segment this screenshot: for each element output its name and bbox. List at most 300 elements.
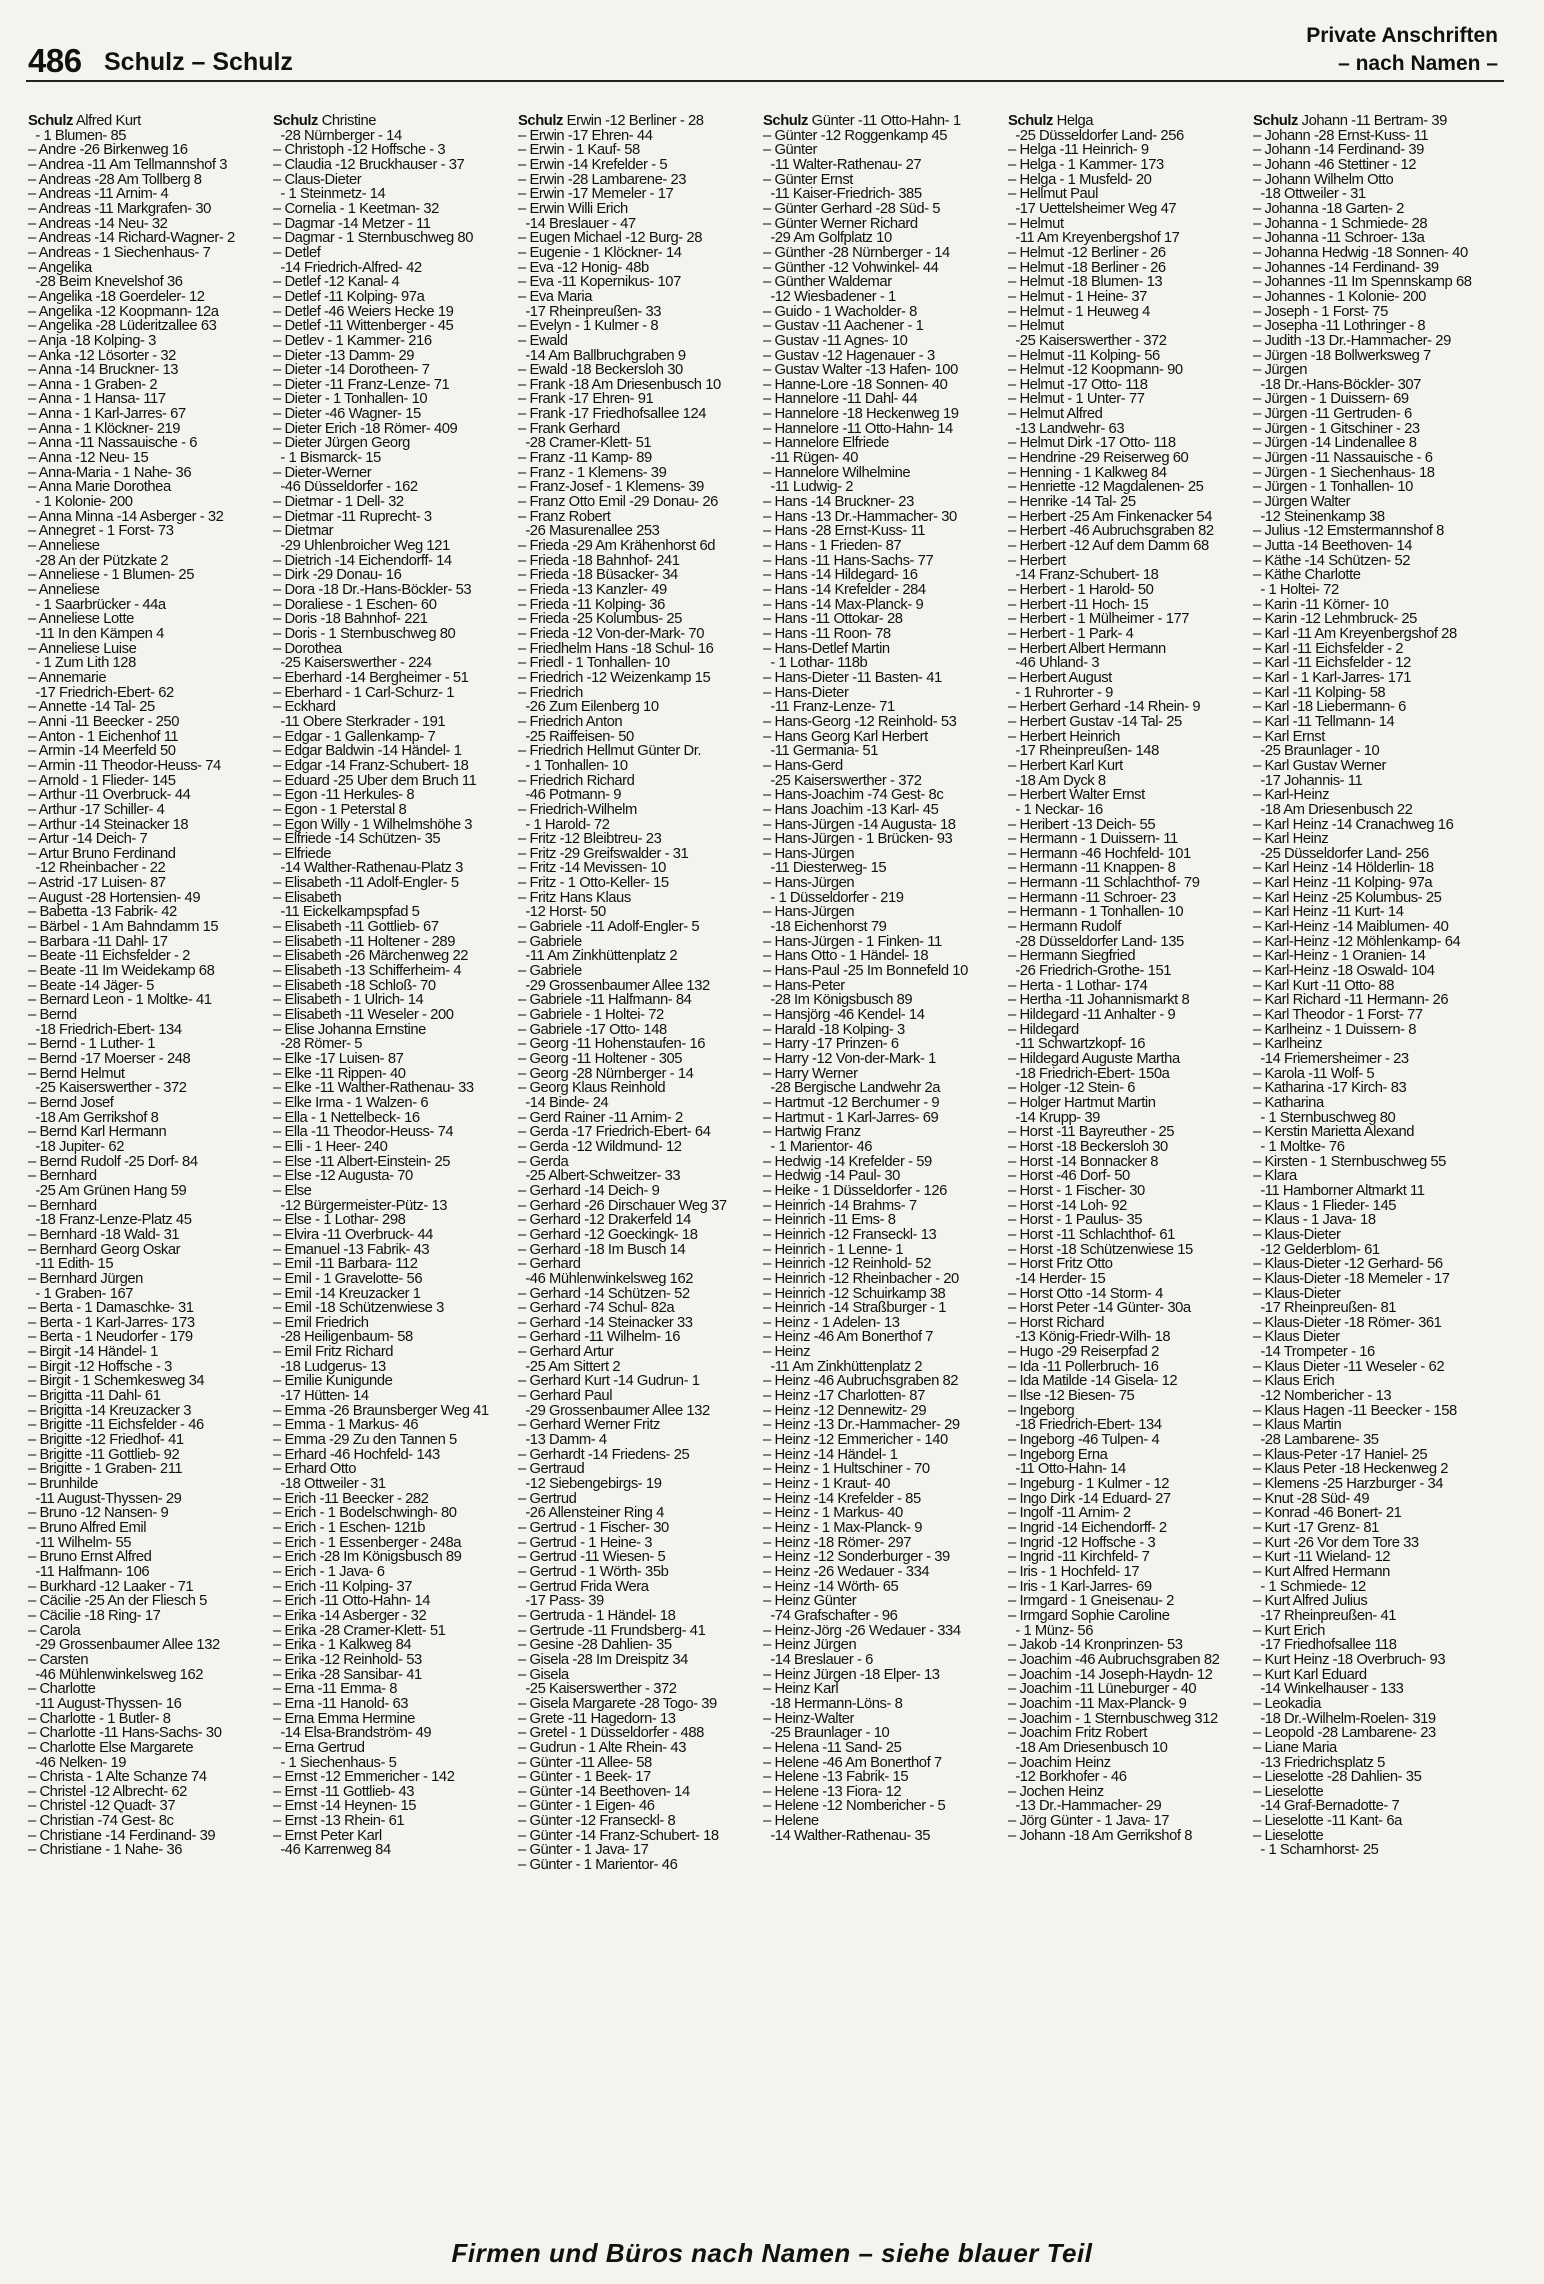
directory-entry: – Eduard -25 Über dem Bruch 11 <box>273 773 477 789</box>
directory-entry: – Ernst Peter Karl <box>273 1828 382 1844</box>
directory-entry: -74 Grafschafter - 96 <box>763 1608 898 1624</box>
directory-entry: – Liane Maria <box>1253 1740 1337 1756</box>
directory-entry: – Heinz -46 Aubruchsgraben 82 <box>763 1374 959 1390</box>
directory-entry: – Detlef -11 Wittenberger - 45 <box>273 319 454 334</box>
directory-entry: – Irmgard - 1 Gneisenau- 2 <box>1008 1594 1174 1609</box>
directory-entry: - 1 Siechenhaus- 5 <box>273 1755 397 1771</box>
directory-entry: -12 Siebengebirgs- 19 <box>518 1477 662 1492</box>
directory-entry: – Brigitta -11 Dahl- 61 <box>28 1389 161 1404</box>
directory-entry: – Fritz -29 Greifswalder - 31 <box>518 846 689 862</box>
directory-entry: – Anna -12 Neu- 15 <box>28 451 149 466</box>
directory-entry: – Detlev - 1 Kammer- 216 <box>273 333 432 349</box>
directory-entry: – Frieda -12 Von-der-Mark- 70 <box>518 626 704 642</box>
directory-entry: – Frieda -18 Bahnhof- 241 <box>518 553 680 569</box>
directory-entry: – Gerhard Kurt -14 Gudrun- 1 <box>518 1374 700 1390</box>
directory-entry: -12 Gelderblom- 61 <box>1253 1242 1380 1258</box>
directory-entry: -11 Halfmann- 106 <box>28 1564 150 1580</box>
directory-entry: -18 Ludgerus- 13 <box>273 1359 386 1375</box>
directory-entry: - 1 Zum Lith 128 <box>28 656 136 671</box>
directory-entry: -29 Am Golfplatz 10 <box>763 231 892 246</box>
directory-entry: – Doris - 1 Sternbuschweg 80 <box>273 626 456 642</box>
directory-entry: – Helmut - 1 Heuweg 4 <box>1008 304 1150 320</box>
directory-entry: – Klaus-Dieter -12 Gerhard- 56 <box>1253 1257 1443 1272</box>
directory-entry: – Heinz -46 Am Bonerthof 7 <box>763 1330 934 1346</box>
directory-entry: – Emil -14 Kreuzacker 1 <box>273 1286 421 1302</box>
directory-entry: – Gisela <box>518 1667 569 1683</box>
directory-entry: – Bernard Leon - 1 Moltke- 41 <box>28 993 212 1009</box>
directory-entry: – Ingrid -12 Hoffsche - 3 <box>1008 1535 1156 1551</box>
directory-entry: – Anja -18 Kolping- 3 <box>28 333 156 349</box>
directory-entry: – Heinz Karl <box>763 1682 839 1697</box>
directory-entry: – Christian -74 Gest- 8c <box>28 1814 174 1829</box>
directory-entry: -12 Wiesbadener - 1 <box>763 289 896 305</box>
directory-entry: – Kurt Alfred Julius <box>1253 1594 1368 1609</box>
directory-entry: -17 Johannis- 11 <box>1253 773 1363 789</box>
directory-entry-first <box>273 114 517 129</box>
directory-entry: – Elisabeth -13 Schifferheim- 4 <box>273 964 462 979</box>
directory-entry: – Heinrich -14 Brahms- 7 <box>763 1198 917 1214</box>
directory-entry: – Karl Heinz -11 Kurt- 14 <box>1253 905 1404 921</box>
directory-entry: – Gisela -28 Im Dreispitz 34 <box>518 1652 688 1668</box>
directory-entry: – Johanna -11 Schroer- 13a <box>1253 231 1425 246</box>
directory-entry: – Helmut -11 Kolping- 56 <box>1008 348 1160 364</box>
directory-entry: – Hannelore Elfriede <box>763 436 889 452</box>
directory-entry: – Dieter -13 Damm- 29 <box>273 348 415 364</box>
directory-entry: – Hellmut Paul <box>1008 187 1098 202</box>
directory-entry: – Andrea -11 Am Tellmannshof 3 <box>28 157 227 173</box>
directory-entry: -11 Ludwig- 2 <box>763 480 854 496</box>
directory-entry: – Herbert -11 Hoch- 15 <box>1008 597 1149 613</box>
directory-entry: – Elisabeth -11 Weseler - 200 <box>273 1008 454 1023</box>
directory-entry: – Georg -28 Nürnberger - 14 <box>518 1066 694 1082</box>
directory-column-3 <box>518 114 762 2254</box>
directory-entry: -13 Friedrichsplatz 5 <box>1253 1755 1385 1771</box>
directory-entry: – Karl-Heinz -12 Möhlenkamp- 64 <box>1253 934 1461 950</box>
directory-entry: – Herbert - 1 Mülheimer - 177 <box>1008 612 1190 627</box>
directory-entry: – Helena -11 Sand- 25 <box>763 1740 902 1756</box>
directory-entry: – Karl -11 Kolping- 58 <box>1253 685 1386 701</box>
directory-entry: – Jürgen Walter <box>1253 495 1351 510</box>
directory-entry: – Dietrich -14 Eichendorff- 14 <box>273 553 452 569</box>
directory-entry: – Erika -14 Asberger - 32 <box>273 1608 427 1624</box>
directory-entry: -13 Damm- 4 <box>518 1433 607 1448</box>
directory-entry: – Grete -11 Hagedorn- 13 <box>518 1711 676 1727</box>
directory-entry: – Bruno Ernst Alfred <box>28 1550 152 1565</box>
directory-entry-first <box>518 114 762 129</box>
directory-entry: – Herbert Walter Ernst <box>1008 788 1145 803</box>
directory-entry: - 1 Sternbuschweg 80 <box>1253 1110 1396 1126</box>
directory-entry: – Horst - 1 Fischer- 30 <box>1008 1183 1145 1199</box>
directory-entry: – Hans-Jürgen <box>763 846 855 862</box>
directory-entry: -17 Pass- 39 <box>518 1594 604 1609</box>
directory-entry: – Gudrun - 1 Alte Rhein- 43 <box>518 1740 686 1756</box>
directory-entry: – Heinz -17 Charlotten- 87 <box>763 1389 925 1404</box>
directory-entry: – Angelika -28 Lüderitzallee 63 <box>28 319 217 334</box>
directory-entry: – Hannelore Wilhelmine <box>763 465 911 481</box>
directory-entry: -18 Friedrich-Ebert- 134 <box>28 1022 182 1038</box>
directory-entry: – Bärbel - 1 Am Bahndamm 15 <box>28 920 219 935</box>
directory-entry: – Gertrud - 1 Wörth- 35b <box>518 1564 669 1580</box>
directory-entry: – Frank -17 Friedhofsallee 124 <box>518 407 707 422</box>
directory-entry: – Hans Joachim -13 Karl- 45 <box>763 802 939 818</box>
directory-entry: – Günter -14 Franz-Schubert- 18 <box>518 1828 719 1844</box>
directory-entry: -28 Heiligenbaum- 58 <box>273 1330 413 1346</box>
directory-entry: -17 Rheinpreußen- 41 <box>1253 1608 1397 1624</box>
directory-entry: – Heinz-Jörg -26 Wedauer - 334 <box>763 1623 961 1639</box>
directory-entry: – Emil -11 Barbara- 112 <box>273 1257 418 1272</box>
directory-entry: – Karl Heinz -14 Hölderlin- 18 <box>1253 861 1434 877</box>
directory-entry: – Berta - 1 Damaschke- 31 <box>28 1301 194 1316</box>
directory-entry: – Hermann -11 Schroer- 23 <box>1008 890 1176 906</box>
directory-entry: – Johannes -11 Im Spennskamp 68 <box>1253 275 1472 290</box>
directory-entry: – Ingeborg <box>1008 1403 1075 1419</box>
directory-entry: – Emil Friedrich <box>273 1315 369 1331</box>
directory-entry: – Lieselotte <box>1253 1828 1324 1844</box>
directory-entry: – Anna-Maria - 1 Nahe- 36 <box>28 465 192 481</box>
directory-entry: – Hans -14 Hildegard- 16 <box>763 568 918 583</box>
directory-entry: – Edgar Baldwin -14 Händel- 1 <box>273 744 462 759</box>
directory-entry: – Karl Theodor - 1 Forst- 77 <box>1253 1008 1423 1023</box>
directory-entry: -18 Jupiter- 62 <box>28 1139 124 1155</box>
directory-entry: – Berta - 1 Neudorfer - 179 <box>28 1330 193 1346</box>
directory-entry: – Beate -11 Im Weidekamp 68 <box>28 964 215 979</box>
directory-entry: – Ewald -18 Beckersloh 30 <box>518 363 683 378</box>
directory-entry: -11 Obere Sterkrader - 191 <box>273 714 446 730</box>
directory-entry: – Leopold -28 Lambarene- 23 <box>1253 1726 1436 1741</box>
given-name: Johann -11 Bertram- 39 <box>1301 114 1447 129</box>
directory-entry: – Kirsten - 1 Sternbuschweg 55 <box>1253 1154 1446 1170</box>
directory-entry: – Frieda -29 Am Krähenhorst 6d <box>518 539 716 554</box>
directory-entry: – Johann -28 Ernst-Kuss- 11 <box>1253 128 1429 144</box>
directory-entry: – Elise Johanna Ernstine <box>273 1022 426 1038</box>
directory-entry: -29 Grossenbaumer Allee 132 <box>518 978 710 994</box>
directory-entry: – Jörg Günter - 1 Java- 17 <box>1008 1814 1170 1829</box>
directory-entry: – Elfriede <box>273 846 332 862</box>
directory-entry: – Karin -12 Lehmbruck- 25 <box>1253 612 1417 627</box>
directory-entry: -11 Am Kreyenbergshof 17 <box>1008 231 1180 246</box>
directory-entry: – Gertruda - 1 Händel- 18 <box>518 1608 676 1624</box>
directory-entry: – Ida Matilde -14 Gisela- 12 <box>1008 1374 1178 1390</box>
directory-entry: – Heinz -13 Dr.-Hammacher- 29 <box>763 1418 960 1434</box>
directory-entry: -11 Franz-Lenze- 71 <box>763 700 895 715</box>
directory-entry: – Artur -14 Deich- 7 <box>28 832 148 847</box>
directory-entry: – Hannelore -18 Heckenweg 19 <box>763 407 959 422</box>
directory-entry: – Elisabeth -18 Schloß- 70 <box>273 978 436 994</box>
directory-entry: – Heinz - 1 Kraut- 40 <box>763 1477 891 1492</box>
directory-entry: – Joachim -14 Joseph-Haydn- 12 <box>1008 1667 1213 1683</box>
directory-entry: – Horst -18 Beckersloh 30 <box>1008 1139 1168 1155</box>
directory-entry: -28 An der Pützkate 2 <box>28 553 169 569</box>
directory-entry: -46 Uhland- 3 <box>1008 656 1100 671</box>
directory-entry: – Charlotte -11 Hans-Sachs- 30 <box>28 1726 222 1741</box>
directory-entry: – Hildegard -11 Anhalter - 9 <box>1008 1008 1176 1023</box>
directory-entry: – Gerhard -11 Wilhelm- 16 <box>518 1330 680 1346</box>
directory-entry: -11 In den Kämpen 4 <box>28 626 164 642</box>
directory-entry: – Emma -26 Braunsberger Weg 41 <box>273 1403 489 1419</box>
directory-entry: – Joachim - 1 Sternbuschweg 312 <box>1008 1711 1218 1727</box>
directory-entry: - 1 Düsseldorfer - 219 <box>763 890 904 906</box>
directory-entry: – Bernhard Jürgen <box>28 1271 143 1287</box>
directory-entry: – Erhard -46 Hochfeld- 143 <box>273 1447 440 1463</box>
directory-entry: – Gustav -12 Hagenauer - 3 <box>763 348 935 364</box>
directory-entry: -14 Krupp- 39 <box>1008 1110 1100 1126</box>
directory-entry: – Friedrich Hellmut Günter Dr. <box>518 744 702 759</box>
directory-entry: – Christel -12 Albrecht- 62 <box>28 1784 187 1800</box>
directory-entry: - 1 Kolonie- 200 <box>28 495 133 510</box>
directory-entry: – Katharina <box>1253 1095 1324 1111</box>
directory-entry: – Brigitta -14 Kreuzacker 3 <box>28 1403 192 1419</box>
directory-entry: – Edgar -14 Franz-Schubert- 18 <box>273 758 469 774</box>
section-heading-line2: – nach Namen – <box>1338 52 1498 75</box>
directory-entry: – Gertrud <box>518 1491 577 1507</box>
directory-entry: – Günter Ernst <box>763 172 853 188</box>
directory-entry: -12 Steinenkamp 38 <box>1253 509 1385 525</box>
directory-entry: – Kurt Heinz -18 Overbruch- 93 <box>1253 1652 1446 1668</box>
directory-entry: - 1 Scharnhorst- 25 <box>1253 1843 1379 1859</box>
directory-entry: – Gerhard -26 Dirschauer Weg 37 <box>518 1198 727 1214</box>
directory-entry: – Detlef -12 Kanal- 4 <box>273 275 400 290</box>
directory-entry: – Hans-Gerd <box>763 758 843 774</box>
directory-entry: – Andreas -11 Arnim- 4 <box>28 187 169 202</box>
directory-entry: – Eberhard - 1 Carl-Schurz- 1 <box>273 685 455 701</box>
directory-entry: -17 Uettelsheimer Weg 47 <box>1008 201 1177 217</box>
directory-entry: – Harry Werner <box>763 1066 858 1082</box>
directory-entry: – Hermann - 1 Tonhallen- 10 <box>1008 905 1184 921</box>
directory-entry: – Eberhard -14 Bergheimer - 51 <box>273 670 469 686</box>
directory-entry: – Gertraud <box>518 1462 585 1478</box>
directory-entry: – Detlef -46 Weiers Hecke 19 <box>273 304 454 320</box>
directory-entry: – Burkhard -12 Laaker - 71 <box>28 1579 194 1595</box>
directory-entry: -14 Elsa-Brandström- 49 <box>273 1726 432 1741</box>
directory-entry: – Gertrud Frida Wera <box>518 1579 649 1595</box>
directory-entry: – Klaus-Dieter -18 Memeler - 17 <box>1253 1271 1450 1287</box>
directory-entry: – Elisabeth -26 Märchenweg 22 <box>273 949 469 965</box>
directory-entry: -25 Braunlager - 10 <box>763 1726 890 1741</box>
directory-entry: – Joachim Heinz <box>1008 1755 1111 1771</box>
directory-entry: – Friedrich Anton <box>518 714 623 730</box>
directory-entry: – Karola -11 Wolf- 5 <box>1253 1066 1375 1082</box>
directory-entry: – Horst Peter -14 Günter- 30a <box>1008 1301 1191 1316</box>
directory-entry: – Joachim -46 Aubruchsgraben 82 <box>1008 1652 1220 1668</box>
given-name: Helga <box>1056 114 1094 129</box>
directory-entry: – Carsten <box>28 1652 89 1668</box>
directory-entry: – Klemens -25 Harzburger - 34 <box>1253 1477 1444 1492</box>
directory-entry: – Günther -12 Vohwinkel- 44 <box>763 260 939 276</box>
directory-entry: – Cäcilie -25 An der Fliesch 5 <box>28 1594 207 1609</box>
directory-entry: – Friedrich -12 Weizenkamp 15 <box>518 670 711 686</box>
directory-entry: -14 Graf-Bernadotte- 7 <box>1253 1799 1400 1815</box>
directory-entry: – Frank -17 Ehren- 91 <box>518 392 654 408</box>
directory-entry: – Fritz -14 Mevissen- 10 <box>518 861 666 877</box>
directory-entry: – Elisabeth -11 Adolf-Engler- 5 <box>273 876 459 891</box>
directory-entry: – Frieda -25 Kolumbus- 25 <box>518 612 682 627</box>
directory-entry: – Bernhard -18 Wald- 31 <box>28 1227 180 1243</box>
directory-entry: – Klaus Martin <box>1253 1418 1342 1434</box>
directory-entry: -17 Rheinpreußen- 33 <box>518 304 662 320</box>
directory-entry: – Claudia -12 Bruckhauser - 37 <box>273 157 465 173</box>
directory-entry: – Erika -28 Cramer-Klett- 51 <box>273 1623 446 1639</box>
directory-entry: -14 Herder- 15 <box>1008 1271 1106 1287</box>
given-name: Christine <box>321 114 377 129</box>
directory-entry: – Horst -14 Bonnacker 8 <box>1008 1154 1159 1170</box>
directory-entry: – Dieter -46 Wagner- 15 <box>273 407 421 422</box>
directory-entry: -46 Karrenweg 84 <box>273 1843 391 1859</box>
surname-label: Schulz <box>763 114 808 129</box>
directory-entry: – Fritz -12 Bleibtreu- 23 <box>518 832 662 847</box>
directory-entry: – Ernst -13 Rhein- 61 <box>273 1814 405 1829</box>
directory-entry: – Herbert -12 Auf dem Damm 68 <box>1008 539 1209 554</box>
directory-entry: – Bernd <box>28 1008 77 1023</box>
directory-entry: – Kerstin Marietta Alexand <box>1253 1125 1415 1140</box>
directory-entry: – Gertrude -11 Frundsberg- 41 <box>518 1623 706 1639</box>
directory-entry: – Hannelore -11 Dahl- 44 <box>763 392 918 408</box>
directory-entry: – Edgar - 1 Gallenkamp- 7 <box>273 729 436 745</box>
directory-entry: – Brigitte -11 Eichsfelder - 46 <box>28 1418 204 1434</box>
directory-entry: – Artur Bruno Ferdinand <box>28 846 176 862</box>
directory-entry: – Karl Heinz -11 Kolping- 97a <box>1253 876 1433 891</box>
directory-entry: -46 Mühlenwinkelsweg 162 <box>28 1667 204 1683</box>
directory-entry: – Karl - 1 Karl-Jarres- 171 <box>1253 670 1412 686</box>
given-name: Günter -11 Otto-Hahn- 1 <box>811 114 961 129</box>
directory-entry: – Hans-Jürgen - 1 Brücken- 93 <box>763 832 953 847</box>
directory-entry: – Anni -11 Beecker - 250 <box>28 714 179 730</box>
directory-entry: – Anna -11 Nassauische - 6 <box>28 436 197 452</box>
directory-entry: – Eckhard <box>273 700 336 715</box>
directory-entry: – Hedwig -14 Krefelder - 59 <box>763 1154 932 1170</box>
directory-entry: – Johanna - 1 Schmiede- 28 <box>1253 216 1428 232</box>
directory-entry: – Frieda -13 Kanzler- 49 <box>518 583 667 598</box>
directory-entry: – Christa - 1 Alte Schanze 74 <box>28 1770 207 1785</box>
directory-entry: – Helmut -18 Blumen- 13 <box>1008 275 1163 290</box>
directory-entry: – Elisabeth -11 Holtener - 289 <box>273 934 455 950</box>
directory-entry: – Dagmar -14 Metzer - 11 <box>273 216 431 232</box>
directory-entry: – Helmut -18 Berliner - 26 <box>1008 260 1166 276</box>
surname-label: Schulz <box>1253 114 1298 129</box>
directory-entry: – Heike - 1 Düsseldorfer - 126 <box>763 1183 947 1199</box>
directory-entry: – Hildegard Auguste Martha <box>1008 1052 1180 1067</box>
directory-entry: – Bernd Karl Hermann <box>28 1125 167 1140</box>
directory-entry: – Heinrich - 1 Lenne- 1 <box>763 1242 904 1258</box>
directory-entry: – Erwin -28 Lambarene- 23 <box>518 172 687 188</box>
directory-entry: – Karl -18 Liebermann- 6 <box>1253 700 1406 715</box>
directory-entry: – Heinrich -12 Reinhold- 52 <box>763 1257 931 1272</box>
directory-entry: – Bernhard Georg Oskar <box>28 1242 181 1258</box>
directory-entry: – Heinrich -11 Ems- 8 <box>763 1213 896 1228</box>
directory-entry: – Kurt Karl Eduard <box>1253 1667 1367 1683</box>
directory-entry: -46 Mühlenwinkelsweg 162 <box>518 1271 694 1287</box>
directory-entry: -46 Potmann- 9 <box>518 788 622 803</box>
directory-entry: -11 Hamborner Altmarkt 11 <box>1253 1183 1425 1199</box>
directory-entry: – Jürgen - 1 Gitschiner - 23 <box>1253 421 1420 437</box>
directory-entry: – Annette -14 Tal- 25 <box>28 700 155 715</box>
directory-entry: – Ella - 1 Nettelbeck- 16 <box>273 1110 420 1126</box>
directory-entry: – Anna -14 Bruckner- 13 <box>28 363 179 378</box>
directory-entry: – Gabriele -17 Otto- 148 <box>518 1022 667 1038</box>
directory-entry: - 1 Bismarck- 15 <box>273 451 381 466</box>
directory-entry: -28 Cramer-Klett- 51 <box>518 436 652 452</box>
directory-entry: – Cornelia - 1 Keetman- 32 <box>273 201 439 217</box>
directory-entry: – Klaus Peter -18 Heckenweg 2 <box>1253 1462 1449 1478</box>
directory-entry: – Erich -28 Im Königsbusch 89 <box>273 1550 462 1565</box>
directory-entry: – Friedrich Richard <box>518 773 635 789</box>
directory-entry: – Leokadia <box>1253 1696 1321 1712</box>
directory-entry: -14 Breslauer - 47 <box>518 216 636 232</box>
directory-entry: -25 Kaiserswerther - 372 <box>518 1682 677 1697</box>
directory-entry: – Anna Marie Dorothea <box>28 480 171 496</box>
directory-entry: – Johann -18 Am Gerrikshof 8 <box>1008 1828 1192 1844</box>
directory-entry: -17 Rheinpreußen- 81 <box>1253 1301 1397 1316</box>
directory-entry: -18 Eichenhorst 79 <box>763 920 887 935</box>
directory-entry: – Henning - 1 Kalkweg 84 <box>1008 465 1167 481</box>
directory-entry: – Evelyn - 1 Kulmer - 8 <box>518 319 659 334</box>
directory-entry: – Elvira -11 Overbruck- 44 <box>273 1227 433 1243</box>
directory-entry: -29 Grossenbaumer Allee 132 <box>518 1403 710 1419</box>
directory-entry: – Guido - 1 Wacholder- 8 <box>763 304 917 320</box>
directory-entry: - 1 Moltke- 76 <box>1253 1139 1345 1155</box>
directory-entry: - 1 Harold- 72 <box>518 817 610 833</box>
directory-entry: – Hans-Dieter <box>763 685 849 701</box>
directory-entry: -12 Rheinbacher - 22 <box>28 861 166 877</box>
directory-entry: – Klaus-Peter -17 Haniel- 25 <box>1253 1447 1428 1463</box>
directory-entry: – Erwin Willi Erich <box>518 201 628 217</box>
directory-entry: - 1 Saarbrücker - 44a <box>28 597 166 613</box>
directory-entry: – Else -12 Augusta- 70 <box>273 1169 413 1184</box>
directory-entry: – Erich - 1 Java- 6 <box>273 1564 385 1580</box>
directory-entry: -28 Lambarene- 35 <box>1253 1433 1379 1448</box>
directory-entry: – Erwin -17 Memeler - 17 <box>518 187 674 202</box>
directory-entry: – Friedl - 1 Tonhallen- 10 <box>518 656 670 671</box>
directory-entry: – Dirk -29 Donau- 16 <box>273 568 402 583</box>
directory-entry: – Beate -14 Jäger- 5 <box>28 978 154 994</box>
directory-entry: – Helmut -12 Koopmann- 90 <box>1008 363 1183 378</box>
directory-entry: – Birgit - 1 Schemkesweg 34 <box>28 1374 205 1390</box>
directory-entry: – Gerda -17 Friedrich-Ebert- 64 <box>518 1125 711 1140</box>
directory-entry: -18 Am Dyck 8 <box>1008 773 1106 789</box>
directory-entry: -25 Am Sittert 2 <box>518 1359 621 1375</box>
directory-entry: – Herbert - 1 Harold- 50 <box>1008 583 1154 598</box>
directory-entry: – Jürgen -11 Gertruden- 6 <box>1253 407 1412 422</box>
directory-entry: – Anna Minna -14 Asberger - 32 <box>28 509 224 525</box>
directory-entry: – Herbert Karl Kurt <box>1008 758 1123 774</box>
directory-entry: – Dieter Erich -18 Römer- 409 <box>273 421 458 437</box>
directory-entry: – Ernst -14 Heynen- 15 <box>273 1799 417 1815</box>
directory-entry: – Konrad -46 Bonert- 21 <box>1253 1506 1402 1521</box>
directory-entry: – Karl-Heinz -18 Oswald- 104 <box>1253 964 1435 979</box>
directory-entry: – Hans-Jürgen - 1 Finken- 11 <box>763 934 942 950</box>
directory-entry: – Beate -11 Eichsfelder - 2 <box>28 949 190 965</box>
directory-entry: – Katharina -17 Kirch- 83 <box>1253 1081 1407 1096</box>
directory-entry: – Herbert Gerhard -14 Rhein- 9 <box>1008 700 1201 715</box>
directory-entry: – Elfriede -14 Schützen- 35 <box>273 832 441 847</box>
directory-entry: – Hansjörg -46 Kendel- 14 <box>763 1008 925 1023</box>
directory-entry: – Else <box>273 1183 312 1199</box>
directory-entry: – Ingrid -11 Kirchfeld- 7 <box>1008 1550 1150 1565</box>
directory-entry: – Angelika -18 Goerdeler- 12 <box>28 289 205 305</box>
directory-entry: – Brunhilde <box>28 1477 98 1492</box>
directory-entry: – Hans -11 Roon- 78 <box>763 626 891 642</box>
directory-entry: – Franz Otto Emil -29 Donau- 26 <box>518 495 718 510</box>
directory-entry: -18 Friedrich-Ebert- 150a <box>1008 1066 1170 1082</box>
directory-entry: – Lieselotte -11 Kant- 6a <box>1253 1814 1402 1829</box>
directory-entry: – Erwin -14 Krefelder - 5 <box>518 157 668 173</box>
directory-entry: – Herta - 1 Lothar- 174 <box>1008 978 1148 994</box>
directory-entry: – Anneliese Lotte <box>28 612 134 627</box>
directory-entry: -14 Franz-Schubert- 18 <box>1008 568 1159 583</box>
directory-entry: – Andre -26 Birkenweg 16 <box>28 143 188 158</box>
directory-entry: – Georg Klaus Reinhold <box>518 1081 666 1096</box>
directory-entry-first <box>1253 114 1497 129</box>
directory-entry: – Bernd - 1 Luther- 1 <box>28 1037 156 1052</box>
